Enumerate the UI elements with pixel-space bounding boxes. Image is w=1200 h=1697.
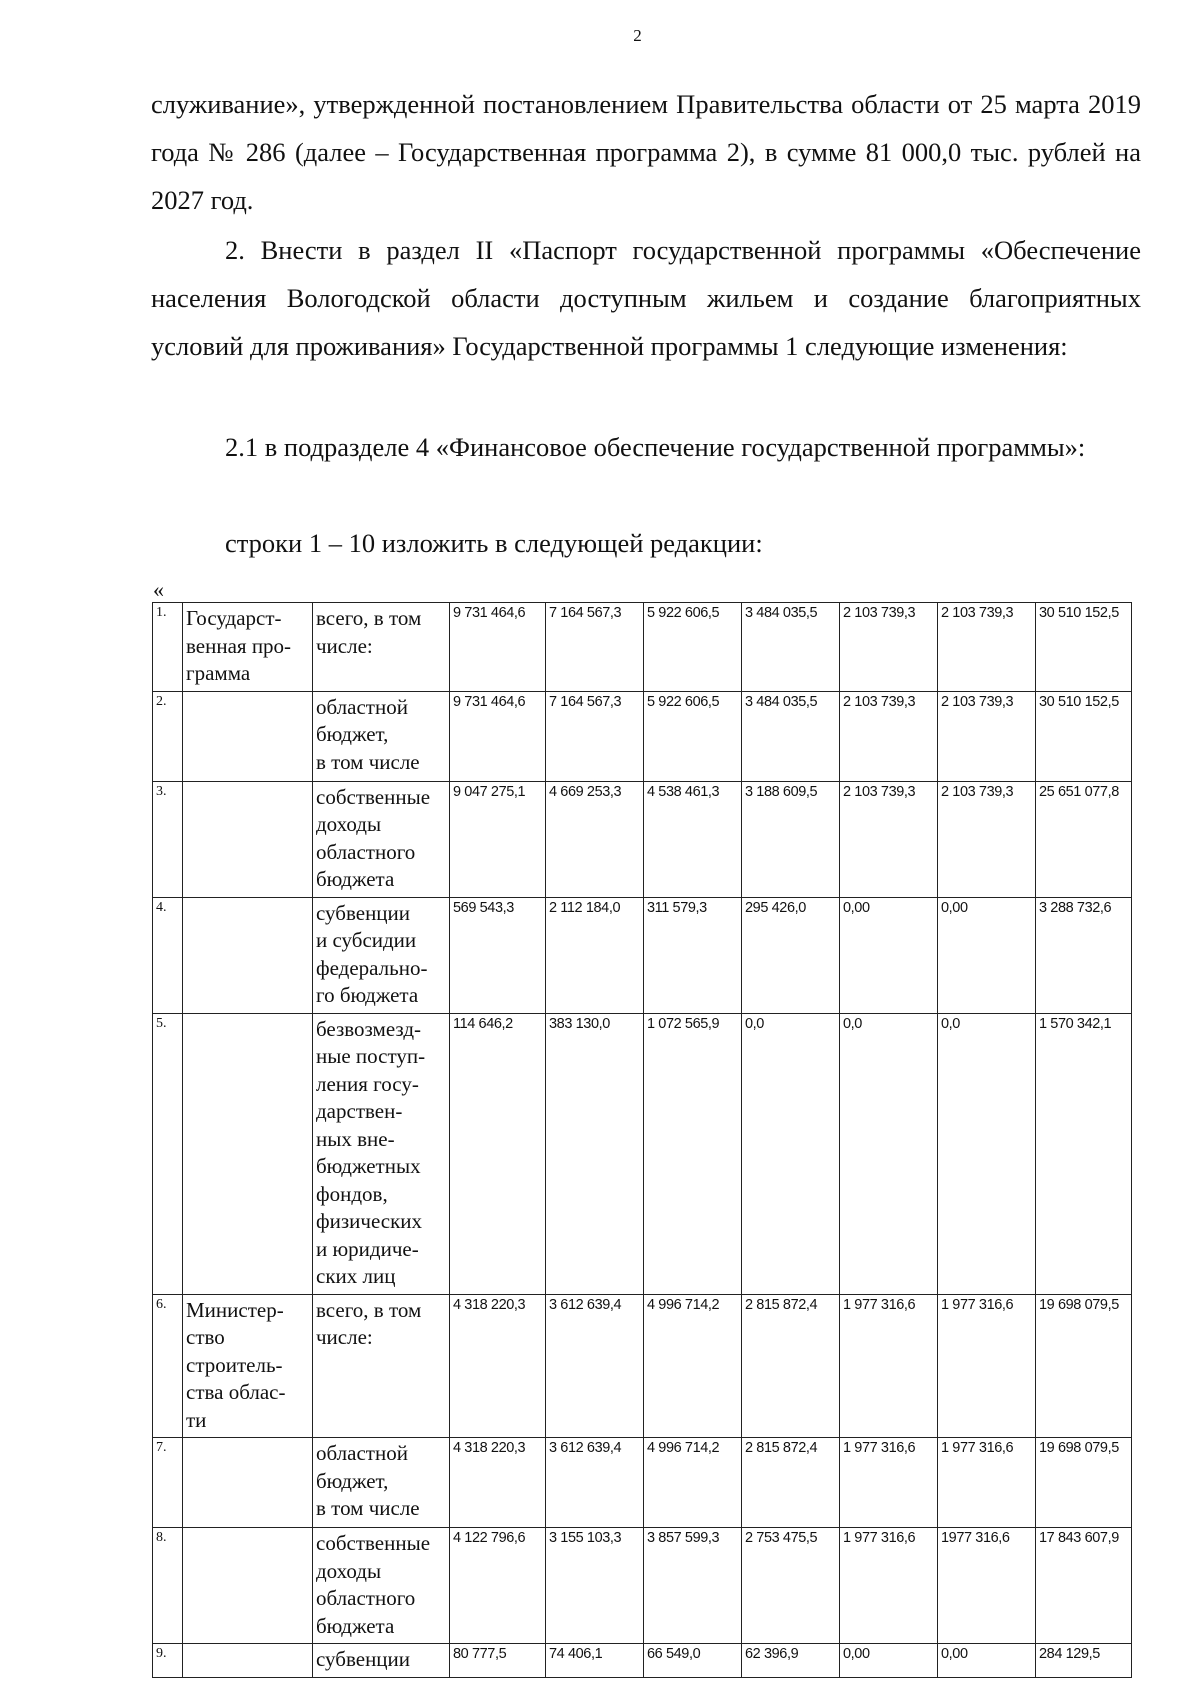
amount-cell: 3 484 035,5 [742,603,840,692]
program-name-cell [183,1013,313,1294]
funding-source-line: областной [316,1441,408,1465]
funding-source-line: бюджета [316,867,395,891]
amount-cell: 19 698 079,5 [1036,1438,1132,1528]
program-name-line: грамма [186,661,251,685]
amount-cell: 383 130,0 [546,1013,644,1294]
funding-source-line: областного [316,839,416,864]
amount-cell: 7 164 567,3 [546,603,644,692]
funding-source-line: бюджет, [316,1468,389,1493]
amount-cell: 5 922 606,5 [644,691,742,781]
funding-source-line: ских лиц [316,1264,396,1288]
funding-source-cell [313,1438,450,1528]
table-row [153,1294,1132,1438]
funding-source-line: бюджета [316,1613,395,1638]
amount-cell: 74 406,1 [546,1644,644,1678]
amount-cell: 569 543,3 [450,897,546,1013]
amount-cell: 311 579,3 [644,897,742,1013]
funding-source-line: федерально- [316,955,428,980]
amount-cell: 1 570 342,1 [1036,1013,1132,1294]
amount-cell: 4 669 253,3 [546,781,644,897]
amount-cell: 19 698 079,5 [1036,1294,1132,1438]
paragraph-rows-instruction: строки 1 – 10 изложить в следующей редакции: [225,528,763,558]
table-row [153,1644,1132,1678]
table-row [153,1438,1132,1528]
amount-cell: 4 122 796,6 [450,1528,546,1644]
opening-quote-mark: « [153,577,164,602]
amount-cell: 2 753 475,5 [742,1528,840,1644]
funding-source-cell [313,603,450,692]
amount-cell: 1 072 565,9 [644,1013,742,1294]
program-name-cell [183,691,313,781]
amount-cell: 62 396,9 [742,1644,840,1678]
funding-source-line: собственные [316,784,431,809]
row-number: 8. [153,1528,183,1644]
program-name-line: Министер- [186,1297,284,1322]
amount-cell: 2 815 872,4 [742,1294,840,1438]
program-name-cell [183,1644,313,1678]
amount-cell: 80 777,5 [450,1644,546,1678]
amount-cell: 2 815 872,4 [742,1438,840,1528]
funding-source-cell [313,691,450,781]
program-name-cell [183,1294,313,1438]
paragraph-item-2: 2. Внести в раздел II «Паспорт государственной программы «Обеспечение населения Вологодской области доступным жильем и создание благоприятных условий для проживания» Государственной программы 1 следующие изменения: [151,235,1141,361]
funding-source-line: числе: [316,633,373,658]
amount-cell: 0,0 [938,1013,1036,1294]
funding-source-line: го бюджета [316,983,419,1007]
funding-source-line: в том числе [316,749,420,774]
table-row [153,1013,1132,1294]
financing-table [152,602,1132,1678]
funding-source-line: собственные [316,1531,431,1555]
funding-source-line: областной [316,694,408,719]
funding-source-line: дарствен- [316,1099,403,1123]
program-name-cell [183,603,313,692]
funding-source-line: ных вне- [316,1126,395,1151]
funding-source-line: областного [316,1586,416,1610]
funding-source-cell [313,897,450,1013]
amount-cell: 4 318 220,3 [450,1438,546,1528]
amount-cell: 4 318 220,3 [450,1294,546,1438]
paragraph-continuation: служивание», утвержденной постановлением Правительства области от 25 марта 2019 года № 286 (далее – Государственная программа 2), в сумме 81 000,0 тыс. рублей на 2027 год. [151,89,1141,215]
funding-source-line: безвозмезд- [316,1016,422,1041]
amount-cell: 3 288 732,6 [1036,897,1132,1013]
amount-cell: 1 977 316,6 [938,1438,1036,1528]
table-row [153,1528,1132,1644]
program-name-line: Государст- [186,606,282,630]
funding-source-line: и субсидии [316,928,417,952]
row-number: 6. [153,1294,183,1438]
amount-cell: 1 977 316,6 [840,1528,938,1644]
amount-cell: 1 977 316,6 [840,1294,938,1438]
amount-cell: 3 188 609,5 [742,781,840,897]
amount-cell: 0,00 [840,897,938,1013]
funding-source-line: всего, в том [316,606,422,630]
table-row [153,897,1132,1013]
funding-source-line: фондов, [316,1181,388,1206]
funding-source-line: субвенции [316,900,411,925]
amount-cell: 4 996 714,2 [644,1294,742,1438]
amount-cell: 7 164 567,3 [546,691,644,781]
program-name-line: ти [186,1407,207,1432]
amount-cell: 4 996 714,2 [644,1438,742,1528]
amount-cell: 3 484 035,5 [742,691,840,781]
amount-cell: 114 646,2 [450,1013,546,1294]
page-number: 2 [633,26,642,45]
funding-source-line: в том числе [316,1496,420,1520]
row-number: 1. [153,603,183,692]
program-name-line: ства облас- [186,1380,286,1404]
funding-source-cell [313,1294,450,1438]
amount-cell: 3 612 639,4 [546,1294,644,1438]
amount-cell: 0,00 [840,1644,938,1678]
program-name-cell [183,1528,313,1644]
program-name-cell [183,1438,313,1528]
amount-cell: 2 103 739,3 [938,691,1036,781]
funding-source-line: субвенции [316,1647,411,1671]
program-name-line: венная про- [186,633,292,658]
funding-source-cell [313,781,450,897]
funding-source-line: ления госу- [316,1071,419,1096]
program-name-cell [183,781,313,897]
program-name-line: ство [186,1325,225,1349]
funding-source-cell [313,1013,450,1294]
funding-source-cell [313,1644,450,1678]
amount-cell: 9 731 464,6 [450,603,546,692]
funding-source-line: числе: [316,1325,373,1349]
amount-cell: 4 538 461,3 [644,781,742,897]
funding-source-line: бюджетных [316,1154,421,1178]
amount-cell: 3 612 639,4 [546,1438,644,1528]
amount-cell: 30 510 152,5 [1036,691,1132,781]
amount-cell: 0,0 [840,1013,938,1294]
amount-cell: 0,00 [938,1644,1036,1678]
amount-cell: 2 103 739,3 [938,781,1036,897]
amount-cell: 25 651 077,8 [1036,781,1132,897]
table-row [153,691,1132,781]
amount-cell: 17 843 607,9 [1036,1528,1132,1644]
amount-cell: 1977 316,6 [938,1528,1036,1644]
funding-source-cell [313,1528,450,1644]
amount-cell: 5 922 606,5 [644,603,742,692]
funding-source-line: доходы [316,812,382,836]
funding-source-line: физических [316,1209,423,1233]
program-name-cell [183,897,313,1013]
amount-cell: 284 129,5 [1036,1644,1132,1678]
funding-source-line: и юридиче- [316,1236,419,1261]
row-number: 9. [153,1644,183,1678]
amount-cell: 2 103 739,3 [840,603,938,692]
amount-cell: 3 857 599,3 [644,1528,742,1644]
table-row [153,603,1132,692]
amount-cell: 295 426,0 [742,897,840,1013]
funding-source-line: всего, в том [316,1297,422,1322]
amount-cell: 30 510 152,5 [1036,603,1132,692]
row-number: 3. [153,781,183,897]
row-number: 4. [153,897,183,1013]
amount-cell: 1 977 316,6 [840,1438,938,1528]
amount-cell: 2 103 739,3 [938,603,1036,692]
amount-cell: 2 103 739,3 [840,781,938,897]
funding-source-line: доходы [316,1558,382,1583]
amount-cell: 9 731 464,6 [450,691,546,781]
amount-cell: 9 047 275,1 [450,781,546,897]
amount-cell: 3 155 103,3 [546,1528,644,1644]
row-number: 2. [153,691,183,781]
table-row [153,781,1132,897]
funding-source-line: ные поступ- [316,1044,426,1068]
amount-cell: 2 103 739,3 [840,691,938,781]
program-name-line: строитель- [186,1352,283,1377]
amount-cell: 2 112 184,0 [546,897,644,1013]
amount-cell: 1 977 316,6 [938,1294,1036,1438]
amount-cell: 0,00 [938,897,1036,1013]
funding-source-line: бюджет, [316,722,389,746]
amount-cell: 0,0 [742,1013,840,1294]
paragraph-item-2-1: 2.1 в подразделе 4 «Финансовое обеспечение государственной программы»: [225,432,1086,462]
row-number: 5. [153,1013,183,1294]
amount-cell: 66 549,0 [644,1644,742,1678]
row-number: 7. [153,1438,183,1528]
